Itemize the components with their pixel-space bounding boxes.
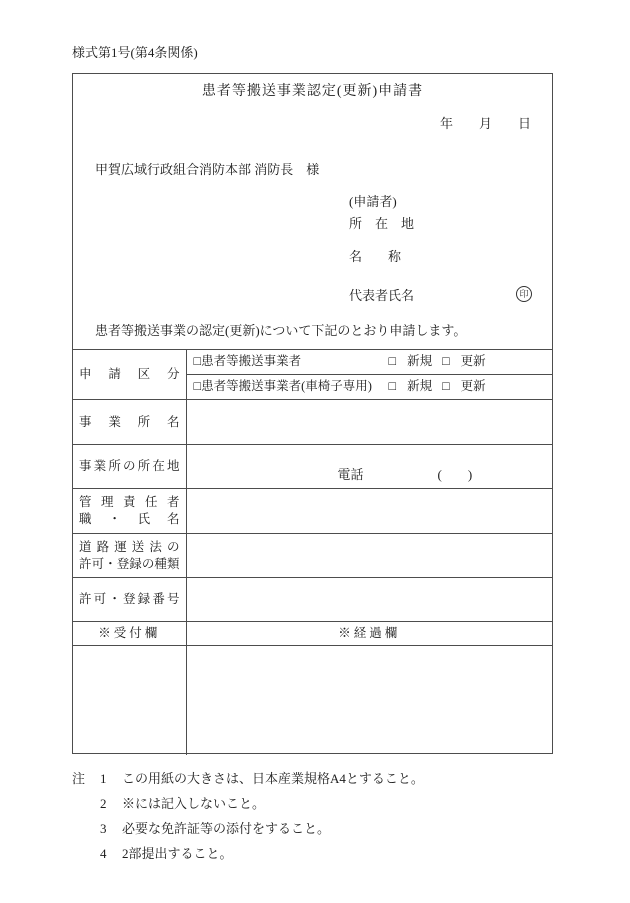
checkbox-patient-transport[interactable]: □ [193,354,202,369]
seal-icon: 印 [516,286,532,302]
category-option-label: 患者等搬送事業者 [201,354,302,369]
note-item [72,766,424,791]
checkbox-new[interactable]: □ [388,354,397,369]
manager-label-cell [73,489,186,534]
manager-field[interactable] [186,489,552,534]
date-line: 年 月 日 [439,116,531,131]
reception-column-header: ※受付欄 [73,622,186,646]
reception-field [73,646,186,755]
business-name-label-cell [73,400,186,445]
applicant-address-label: 所 在 地 [349,216,415,231]
note-text: ※には記入しないこと。 [122,796,266,811]
applicant-name-label: 名 称 [349,249,402,264]
checkbox-patient-transport-wheelchair[interactable]: □ [193,379,202,394]
note-number: 1 [100,771,107,786]
applicant-representative-label: 代表者氏名 [349,288,415,303]
business-address-label-cell [73,445,186,489]
permit-number-label: 許可・登録番号 [79,592,180,607]
checkbox-new[interactable]: □ [388,379,397,394]
note-item [72,841,424,866]
form-title: 患者等搬送事業認定(更新)申請書 [201,84,424,99]
note-text: 2部提出すること。 [122,846,233,861]
phone-label: 電話 [337,466,364,482]
phone-line [338,467,473,483]
note-item [72,791,424,816]
checkbox-renewal[interactable]: □ [442,354,450,369]
table-row [73,489,552,534]
renewal-label: 更新 [460,354,486,369]
progress-field [186,646,552,755]
new-renewal-group [389,354,486,370]
note-number: 4 [100,846,107,861]
note-label: 注 [72,771,86,786]
note-number: 3 [100,821,107,836]
table-row [73,622,552,646]
applicant-heading: (申請者) [349,194,397,209]
business-name-label: 事業所名 [79,414,180,429]
manager-label-line2: 職・氏名 [79,512,180,526]
table-row [73,350,552,375]
new-renewal-group [389,379,486,395]
note-text: この用紙の大きさは、日本産業規格A4とすること。 [122,771,424,786]
note-number: 2 [100,796,107,811]
permit-number-label-cell [73,578,186,622]
category-label-cell [73,350,186,400]
permit-number-field[interactable] [186,578,552,622]
addressee-line: 甲賀広域行政組合消防本部 消防長 様 [95,162,320,177]
form-outer-box [72,73,553,754]
table-row [73,445,552,489]
phone-area-parens: ( ) [437,466,473,482]
category-option-row-2 [186,375,552,400]
category-option-label: 患者等搬送事業者(車椅子専用) [201,379,372,394]
business-address-field[interactable] [186,445,552,489]
road-transport-label-line2: 許可・登録の種類 [79,556,180,571]
table-row [73,578,552,622]
checkbox-renewal[interactable]: □ [442,379,450,394]
footer-notes [72,766,424,866]
road-transport-label-line1: 道路運送法の [79,539,180,554]
application-table [73,349,552,755]
manager-label-line1: 管理責任者 [79,495,180,510]
note-text: 必要な免許証等の添付をすること。 [122,821,331,836]
new-label: 新規 [407,379,433,394]
road-transport-label-cell [73,534,186,578]
progress-column-header: ※経過欄 [186,622,552,646]
note-item [72,816,424,841]
road-transport-field[interactable] [186,534,552,578]
new-label: 新規 [407,354,433,369]
table-row [73,646,552,755]
business-name-field[interactable] [186,400,552,445]
category-label: 申請区分 [79,367,180,382]
table-row [73,534,552,578]
renewal-label: 更新 [460,379,486,394]
table-row [73,400,552,445]
category-option-row-1 [186,350,552,375]
application-statement: 患者等搬送事業の認定(更新)について下記のとおり申請します。 [95,323,467,338]
form-number: 様式第1号(第4条関係) [72,45,198,60]
business-address-label: 事業所の所在地 [79,459,180,474]
